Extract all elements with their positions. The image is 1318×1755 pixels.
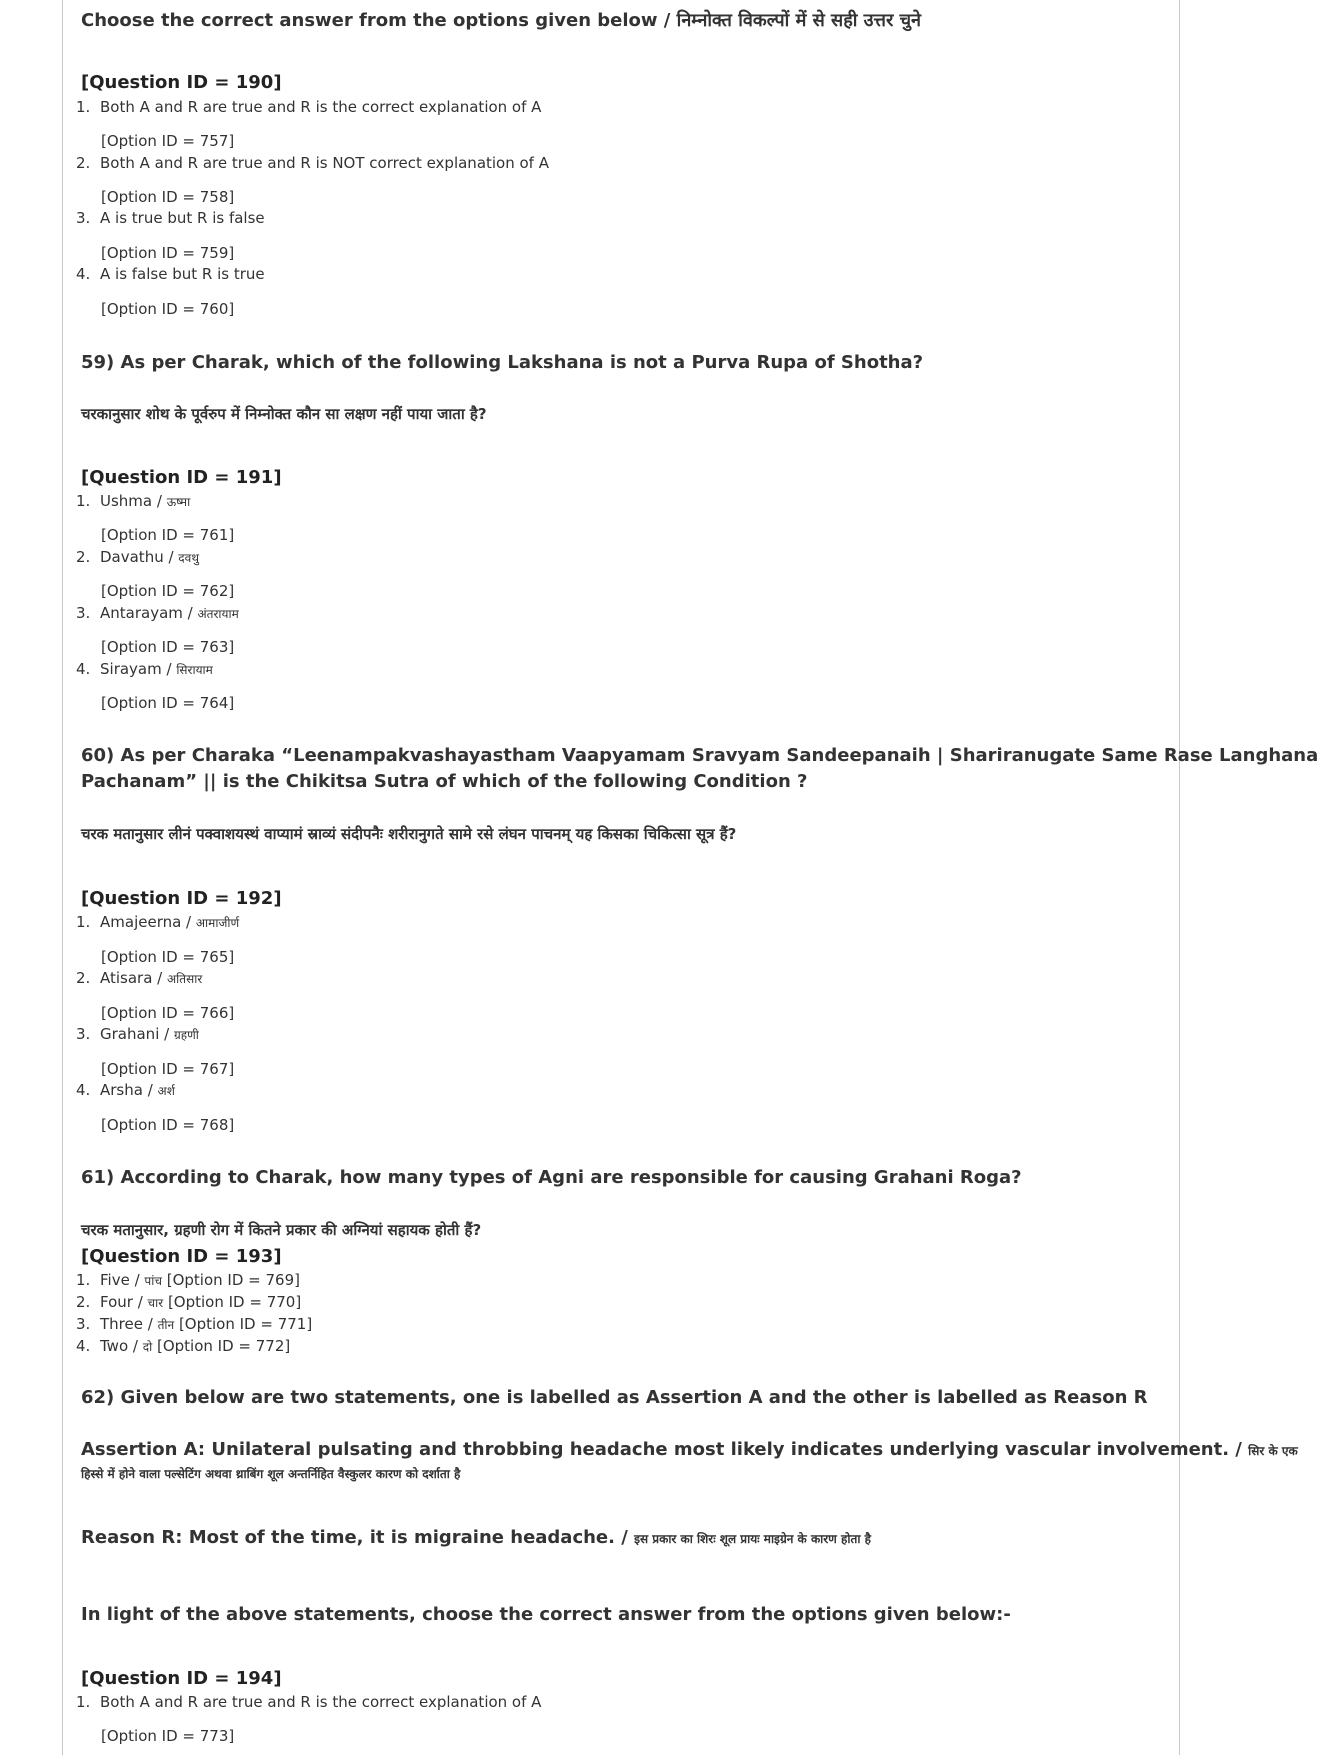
option-id: [Option ID = 761] (101, 526, 235, 544)
option-id: [Option ID = 757] (101, 132, 235, 150)
question-hindi: चरक मतानुसार लीनं पक्वाशयस्थं वाप्यामं स्राव्यं संदीपनैः शरीरानुगते सामे रसे लंघन पाचनम् यह किसका चिकित्सा सूत्र हैं? (81, 825, 737, 843)
instruction-text: In light of the above statements, choose the correct answer from the options given below:- (81, 1604, 1011, 1625)
assertion-text: Assertion A: Unilateral pulsating and throbbing headache most likely indicates underlying vascular involvement. / सिर के एक (81, 1439, 1298, 1460)
option-id: [Option ID = 768] (101, 1116, 235, 1134)
option-item: 1. Amajeerna / आमाजीर्ण (76, 913, 240, 931)
page-frame (62, 0, 1180, 1755)
option-item: 4. Two / दो [Option ID = 772] (76, 1337, 291, 1355)
option-item: 1. Both A and R are true and R is the correct explanation of A (76, 1693, 542, 1711)
option-item: 1. Five / पांच [Option ID = 769] (76, 1271, 300, 1289)
instruction-text: Choose the correct answer from the options given below / निम्नोक्त विकल्पों में से सही उत्तर चुने (81, 10, 922, 31)
question-title: 62) Given below are two statements, one is labelled as Assertion A and the other is labelled as Reason R (81, 1387, 1148, 1408)
option-item: 2. Atisara / अतिसार (76, 969, 203, 987)
option-item: 3. Three / तीन [Option ID = 771] (76, 1315, 313, 1333)
question-id: [Question ID = 193] (81, 1246, 282, 1267)
question-id: [Question ID = 191] (81, 467, 282, 488)
option-id: [Option ID = 764] (101, 694, 235, 712)
option-id: [Option ID = 758] (101, 188, 235, 206)
option-item: 2. Both A and R are true and R is NOT correct explanation of A (76, 154, 549, 172)
option-id: [Option ID = 759] (101, 244, 235, 262)
question-id: [Question ID = 194] (81, 1668, 282, 1689)
option-item: 3. A is true but R is false (76, 209, 265, 227)
option-item: 1. Both A and R are true and R is the correct explanation of A (76, 98, 542, 116)
question-id: [Question ID = 190] (81, 72, 282, 93)
option-id: [Option ID = 763] (101, 638, 235, 656)
option-item: 3. Grahani / ग्रहणी (76, 1025, 199, 1043)
option-id: [Option ID = 767] (101, 1060, 235, 1078)
option-item: 3. Antarayam / अंतरायाम (76, 604, 239, 622)
option-item: 2. Four / चार [Option ID = 770] (76, 1293, 302, 1311)
option-id: [Option ID = 766] (101, 1004, 235, 1022)
option-item: 4. Sirayam / सिरायाम (76, 660, 213, 678)
question-title: 61) According to Charak, how many types of Agni are responsible for causing Grahani Roga? (81, 1167, 1022, 1188)
question-title-cont: Pachanam” || is the Chikitsa Sutra of which of the following Condition ? (81, 771, 808, 792)
option-item: 4. Arsha / अर्श (76, 1081, 175, 1099)
question-id: [Question ID = 192] (81, 888, 282, 909)
reason-text: Reason R: Most of the time, it is migraine headache. / इस प्रकार का शिरः शूल प्रायः माइग्रेन के कारण होता है (81, 1527, 872, 1548)
option-id: [Option ID = 765] (101, 948, 235, 966)
question-title: 60) As per Charaka “Leenampakvashayastham Vaapyamam Sravyam Sandeepanaih | Shariranugate Same Rase Langhana (81, 745, 1318, 766)
option-item: 1. Ushma / ऊष्मा (76, 492, 191, 510)
option-item: 2. Davathu / दवथु (76, 548, 200, 566)
question-hindi: चरक मतानुसार, ग्रहणी रोग में कितने प्रकार की अग्नियां सहायक होती हैं? (81, 1221, 482, 1239)
question-title: 59) As per Charak, which of the following Lakshana is not a Purva Rupa of Shotha? (81, 352, 924, 373)
question-hindi: चरकानुसार शोथ के पूर्वरुप में निम्नोक्त कौन सा लक्षण नहीं पाया जाता है? (81, 405, 487, 423)
option-id: [Option ID = 773] (101, 1727, 235, 1745)
option-id: [Option ID = 762] (101, 582, 235, 600)
assertion-hindi: हिस्से में होने वाला पल्सेटिंग अथवा थ्राबिंग शूल अन्तर्निहित वैस्कुलर कारण को दर्शाता है (81, 1467, 461, 1481)
option-item: 4. A is false but R is true (76, 265, 265, 283)
option-id: [Option ID = 760] (101, 300, 235, 318)
